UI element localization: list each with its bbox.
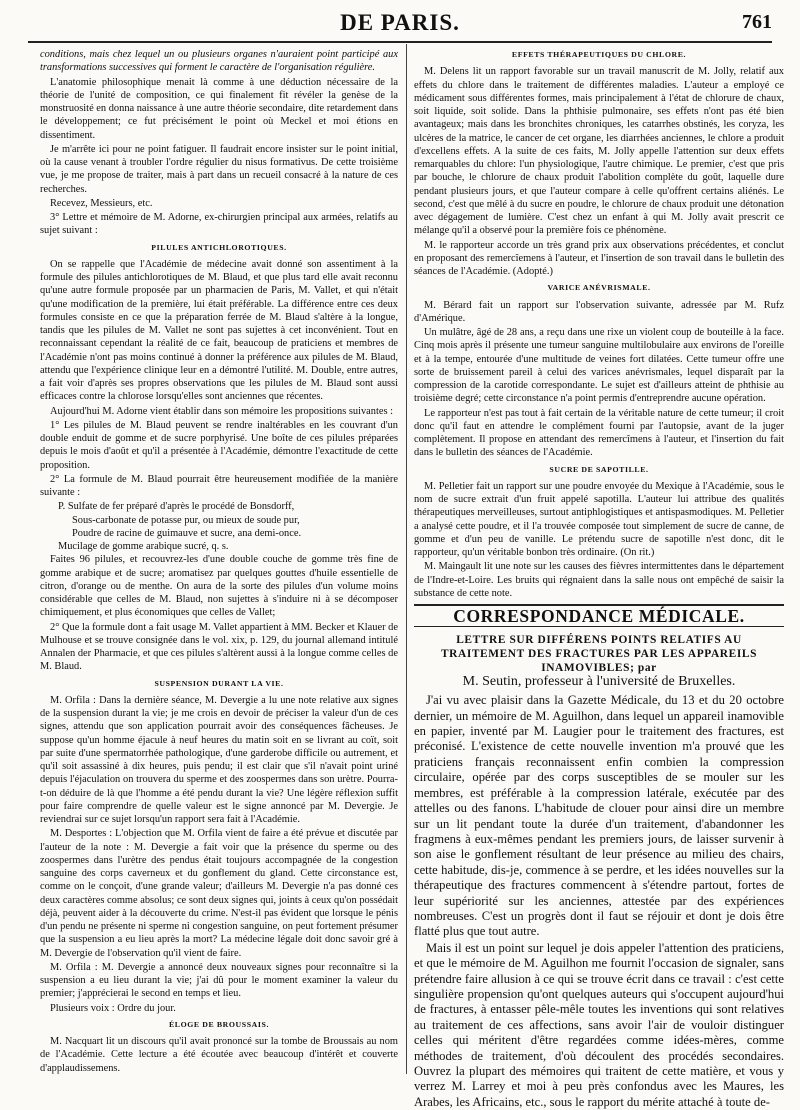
paragraph: L'anatomie philosophique menait là comme à une déduction nécessaire de la théorie de l'unité de composition, ce qui finalement fit révéler la genèse de la monstruosité en donna naissance à une autre théorie secondaire, dite retardement dans le développement; ce fut précisément le point où Meckel et moi étions en dissentiment. xyxy=(40,76,398,141)
formula-line: Mucilage de gomme arabique sucré, q. s. xyxy=(58,541,229,552)
column-divider xyxy=(406,44,407,1074)
paragraph: 1° Les pilules de M. Blaud peuvent se rendre inaltérables en les couvrant d'un double enduit de gomme et de sucre porphyrisé. Une boîte de ces pilules préparées depuis le mois d'août et qu'il a présentée à l'Académie, démontre l'exactitude de cette proposition. xyxy=(40,419,398,471)
paragraph: Mais il est un point sur lequel je dois appeler l'attention des praticiens, et que le mémoire de M. Aguilhon me fournit l'occasion de signaler, sans prétendre faire allusion à ce qui se trouve écrit dans ce travail : c'est cette singulière propension qu'ont quelques auteurs qui s'occupent aujourd'hui de fractures, à entasser pêle-mêle toutes les inventions qui sont relatives au traitement de ces affections, sans avoir l'air de vouloir distinguer celles qui méritent d'être regardées comme idées-mères, comme méthodes de traitement, d'où découlent des procédés secondaires. Ouvrez la plupart des mémoires qui traitent de cette matière, et vous y verrez M. Larrey et moi à peu près confondus avec les Maures, les Arabes, les Africains, etc., sous le rapport du mérite attaché à toute de- xyxy=(414,940,784,1109)
page-number: 761 xyxy=(742,11,772,33)
right-column xyxy=(414,48,784,1109)
section-heading: PILULES ANTICHLOROTIQUES. xyxy=(151,242,287,252)
section-heading: SUSPENSION DURANT LA VIE. xyxy=(154,678,284,688)
section-heading: ÉLOGE DE BROUSSAIS. xyxy=(168,1019,269,1029)
section-heading: VARICE ANÉVRISMALE. xyxy=(547,283,651,293)
section-banner xyxy=(414,604,784,627)
section-heading: SUCRE DE SAPOTILLE. xyxy=(549,464,649,474)
section-heading: EFFETS THÉRAPEUTIQUES DU CHLORE. xyxy=(511,50,687,59)
paragraph: M. Orfila : Dans la dernière séance, M. Devergie a lu une note relative aux signes de la suspension durant la vie; je me crois en devoir de préciser la valeur d'un de ces signes, attendu que son application pourrait avoir des conséquences fâcheuses. Je suppose qu'un homme éjacule à neuf heures du matin soit en se livrant au coït, soit par suite d'une spermatorrhée pathologique, d'une garderobe difficile ou autrement, et qu'il soit assassiné à dix heures, puis pendu; il est clair que s'il n'avait point uriné depuis l'éjaculation on trouvera du sperme et des zoospermes dans son urètre. Pourra-t-on déduire de là que l'homme a été pendu durant la vie? Une légère réflexion suffit pour faire comprendre de quelle valeur est le signe annoncé par M. Devergie. Je reviendrai sur ce sujet lorsqu'un rapport sera fait à l'Académie. xyxy=(40,694,398,825)
formula-line: Poudre de racine de guimauve et sucre, ana demi-once. xyxy=(72,527,302,539)
prescription-formula xyxy=(40,500,398,553)
paragraph: M. Desportes : L'objection que M. Orfila vient de faire a été prévue et discutée par l'auteur de la note : M. Devergie a fait voir que la présence du sperme ou des zoospermes dans l'urètre des pendus était toujours accompagnée de la congestion sanguine des corps caverneux et du gonflement du gland. Cette circonstance est, comme on le conçoit, d'une grande valeur; d'ailleurs M. Devergie n'a pas donné ces deux caractères comme absolus; ce sont deux signes qui, joints à ceux qu'on possédait déjà, peuvent aider à la découverte du crime. N'est-il pas évident que lorsque le pénis d'un pendu ne présente ni sperme ni congestion sanguine, on peut fortement présumer que la suspension a eu lieu après la mort? La médecine légale doit donc savoir gré à M. Devergie de l'observation qu'il vient de faire. xyxy=(40,828,398,959)
paragraph: Aujourd'hui M. Adorne vient établir dans son mémoire les propositions suivantes : xyxy=(50,405,393,417)
letter-title xyxy=(414,633,784,689)
letter-author: M. Seutin, professeur à l'université de Bruxelles. xyxy=(462,674,736,690)
paragraph: M. Bérard fait un rapport sur l'observation suivante, adressée par M. Rufz d'Amérique. xyxy=(414,299,784,324)
paragraph: Le rapporteur n'est pas tout à fait certain de la véritable nature de cette tumeur; il croit donc qu'il faut en attendre le complément fourni par l'autopsie, avant de la juger complètement. Il propose en attendant des remercîmens à l'auteur, et l'insertion du fait dans le bulletin des séances de l'Académie. xyxy=(414,407,784,459)
paragraph: J'ai vu avec plaisir dans la Gazette Médicale, du 13 et du 20 octobre dernier, un mémoire de M. Aguilhon, dans lequel un appareil inamovible en papier, inventé par M. Laugier pour le traitement des fractures, est préconisé. L'existence de cette nouvelle invention m'a prouvé que les praticiens français reconnaissent enfin combien la compression circulaire, opérée par des corps susceptibles de se mouler sur les membres, est préférable à la compression latérale, exécutée par des attelles ou des fanons. L'habitude de clouer pour ainsi dire un membre sur un lit pendant toute la durée d'un traitement, d'abandonner les fragmens à eux-mêmes pendant les premiers jours, de laisser survenir à son aise le gonflement résultant de leur présence au milieu des chairs, cette habitude, dis-je, commence à se perdre, et les idées nouvelles sur la thérapeutique des fractures commencent à s'étendre partout, fortes de leur supériorité sur les anciennes, attestée par des expériences nombreuses. C'est un progrès dont il faut se réjouir et dont je dois être flatté plus que tout autre. xyxy=(414,693,784,939)
paragraph: M. Pelletier fait un rapport sur une poudre envoyée du Mexique à l'Académie, sous le nom de sucre extrait d'un fruit appelé sapotilla. L'auteur lui attribue des qualités thérapeutiques merveilleuses, surtout antiphlogistiques et antispasmodiques. M. Pelletier a analysé cette poudre, et il l'a trouvée composée tout simplement de sucre de canne, de gomme et d'un peu de vanille. Le prétendu sucre de sapotille n'est donc, dit le rapporteur, qu'un véritable bonbon très ordinaire. (On rit.) xyxy=(414,480,784,558)
paragraph: M. Maingault lit une note sur les causes des fièvres intermittentes dans le département de l'Indre-et-Loire. Les bruits qui régnaient dans la salle nous ont empêché de saisir la substance de cette note. xyxy=(414,561,784,599)
header-rule xyxy=(28,41,772,43)
page-header xyxy=(28,8,772,40)
paragraph: 2° Que la formule dont a fait usage M. Vallet appartient à MM. Becker et Klauer de Mulhouse et se trouve consignée dans le vol. xix, p. 129, du journal allemand intitulé Annalen der Pharmacie, et que ces pilules s'altèrent aussi à la longue comme celles de M. Blaud. xyxy=(40,621,398,673)
paragraph: M. Orfila : M. Devergie a annoncé deux nouveaux signes pour reconnaître si la suspension a eu lieu durant la vie; j'ai dû pour le moment examiner la valeur du premier; j'apprécierai le second en temps et lieu. xyxy=(40,961,398,1000)
formula-line: P. Sulfate de fer préparé d'après le procédé de Bonsdorff, xyxy=(58,501,295,513)
letter-title-text: LETTRE SUR DIFFÉRENS POINTS RELATIFS AU TRAITEMENT DES FRACTURES PAR LES APPAREILS INAMOVIBLES; par xyxy=(440,634,758,675)
paragraph: M. Delens lit un rapport favorable sur un travail manuscrit de M. Jolly, relatif aux effets du chlore dans le traitement de différentes maladies. L'auteur a employé ce médicament sous différentes formes, mais principalement à l'état de chlorure de chaux, soit liquide, soit solide. Dans la phthisie pulmonaire, ses effets n'ont pas été bien avantageux; mais dans les bronchites chroniques, les catarrhes obstinés, les coryza, les ulcères de la matrice, le cancer de cet organe, les diarrhées anciennes, le chlore a produit d'excellens effets. A la suite de ces faits, M. Jolly appelle l'attention sur deux effets remarquables du chlore: l'un physiologique, l'autre chimique. Le premier, c'est que pris par bouche, le chlorure de chaux produit l'abolition complète du goût, laquelle dure pendant plusieurs jours, et que l'auteur compare à celle qu'offrent certains aliénés. Le second, c'est que mêlé à du sucre en poudre, le chlorure de chaux produit une détonation avec dégagement de lumière. C'est chez un enfant à qui M. Jolly avait prescrit ce mélange qu'il a observé pour la première fois ce phénomène. xyxy=(414,66,784,237)
paragraph: Faites 96 pilules, et recouvrez-les d'une double couche de gomme très fine de gomme arabique et de sucre; aromatisez par quelques gouttes d'huile essentielle de citron, d'orange ou de menthe. On aura de la sorte des pilules d'un volume moins considérable que celles de M. Blaud, non sujettes à s'induire ni à se décomposer chimiquement, et plus économiques que celles de Vallet; xyxy=(40,554,398,619)
formula-line: Sous-carbonate de potasse pur, ou mieux de soude pur, xyxy=(72,514,300,526)
letter-body xyxy=(414,693,784,1110)
paragraph: On se rappelle que l'Académie de médecine avait donné son assentiment à la formule des pilules antichlorotiques de M. Blaud, et que plus tard elle avait reconnu qu'une autre formule proposée par un pharmacien de Paris, M. Vallet, et qui n'était qu'une modification de la première, lui était préférable. La différence entre ces deux formules consiste en ce que la préparation ferrée de M. Blaud s'altère à la longue, tandis que les pilules de M. Vallet ne sont pas sujettes à cet inconvénient. Tout en reconnaissant cependant la réalité de ce fait, beaucoup de praticiens et membres de l'Académie n'ont pas moins continué à donner la préférence aux pilules de M. Blaud, attendu que l'expérience clinique leur en a démontré l'utilité. M. Double, entre autres, a fait voir d'après ses propres observations que les pilules de M. Blaud sont aussi efficaces contre la chlorose lorsqu'elles sont anciennes que récentes. xyxy=(40,258,398,403)
section-title: CORRESPONDANCE MÉDICALE. xyxy=(453,606,745,626)
paragraph: Plusieurs voix : Ordre du jour. xyxy=(50,1002,176,1014)
paragraph: 2° La formule de M. Blaud pourrait être heureusement modifiée de la manière suivante : xyxy=(40,473,398,498)
paragraph: Recevez, Messieurs, etc. xyxy=(50,197,153,209)
paragraph: 3° Lettre et mémoire de M. Adorne, ex-chirurgien principal aux armées, relatifs au sujet suivant : xyxy=(40,212,398,237)
paragraph: conditions, mais chez lequel un ou plusieurs organes n'auraient point participé aux transformations successives qui forment le caractère de l'organisation régulière. xyxy=(40,49,398,74)
paragraph: Un mulâtre, âgé de 28 ans, a reçu dans une rixe un violent coup de bouteille à la face. Cinq mois après il présente une tumeur sanguine multilobulaire aux environs de l'oreille et à la tempe, entourée d'une multitude de veines fort dilatées. Cette tumeur offre une sorte de bruissement pareil à celui des varices anévrismales, lequel disparaît par la compression de la carotide correspondante. Le sujet est d'ailleurs atteint de phthisie au troisième degré; cette circonstance n'a point permis d'entreprendre aucune opération. xyxy=(414,327,784,405)
paragraph: M. le rapporteur accorde un très grand prix aux observations précédentes, et conclut en proposant des remercîemens à l'auteur, et l'insertion de son travail dans le bulletin des séances de l'Académie. (Adopté.) xyxy=(414,239,784,277)
left-column xyxy=(40,48,398,1076)
running-title: DE PARIS. xyxy=(340,10,460,35)
paragraph: M. Nacquart lit un discours qu'il avait prononcé sur la tombe de Broussais au nom de l'Académie. Cette lecture a été écoutée avec beaucoup d'intérêt et couverte d'applaudissemens. xyxy=(40,1036,398,1074)
paragraph: Je m'arrête ici pour ne point fatiguer. Il faudrait encore insister sur le point initial, où la cause venant à troubler l'ordre régulier du nisus formativus. De cette troisième vue, je me propose de traiter, mais à part dans un recueil consacré à la nature de ces recherches. xyxy=(40,143,398,195)
